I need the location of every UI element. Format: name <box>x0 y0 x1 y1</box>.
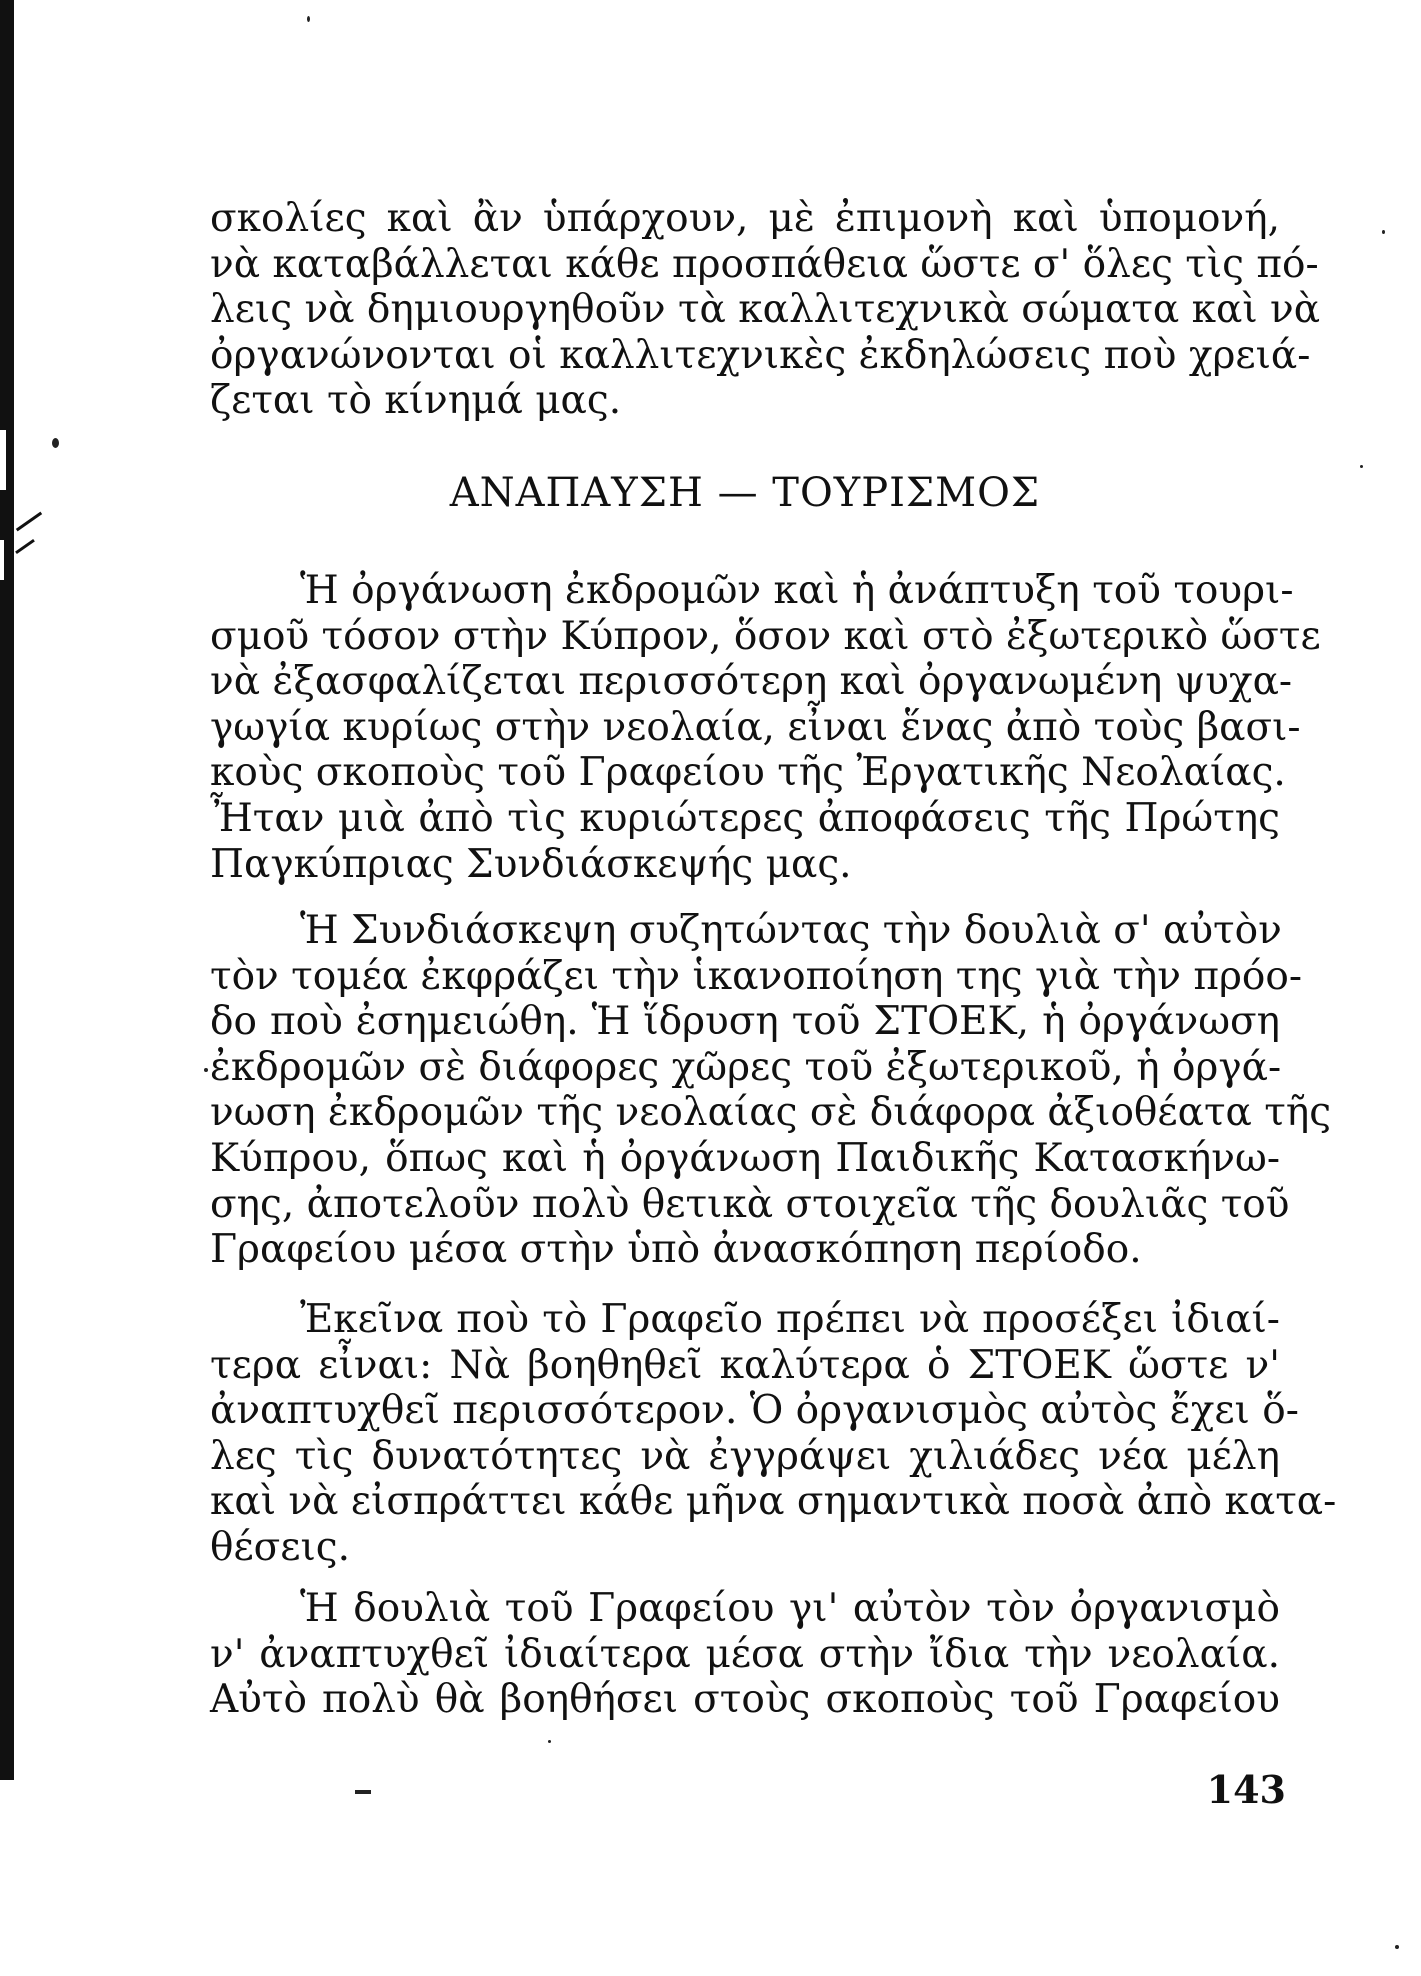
scan-mark <box>15 539 35 554</box>
text-line: Γραφείου μέσα στὴν ὑπὸ ἀνασκόπηση περίοδο. <box>210 1227 1142 1273</box>
text-line: Παγκύπριας Συνδιάσκεψής μας. <box>210 841 852 887</box>
scan-speck <box>204 1068 208 1072</box>
paragraph-2 <box>210 908 1332 1273</box>
paragraph-1 <box>210 568 1321 887</box>
page-number: 143 <box>1206 1767 1286 1812</box>
scan-mark <box>16 512 42 532</box>
text-line: θέσεις. <box>210 1524 351 1570</box>
text-line: τερα εἶναι: Νὰ βοηθηθεῖ καλύτερα ὁ ΣΤΟΕΚ ὥστε ν' <box>210 1342 1280 1388</box>
text-line: σης, ἀποτελοῦν πολὺ θετικὰ στοιχεῖα τῆς δουλιᾶς τοῦ <box>210 1181 1290 1227</box>
text-line: Ἐκεῖνα ποὺ τὸ Γραφεῖο πρέπει νὰ προσέξει ἰδιαί- <box>300 1297 1280 1342</box>
binding-shadow <box>0 0 14 1976</box>
scan-speck <box>1395 1945 1399 1949</box>
text-line: Ἦταν μιὰ ἀπὸ τὶς κυριώτερες ἀποφάσεις τῆς Πρώτης <box>210 795 1280 841</box>
text-line: κοὺς σκοποὺς τοῦ Γραφείου τῆς Ἐργατικῆς Νεολαίας. <box>210 750 1286 796</box>
text-line: νωση ἐκδρομῶν τῆς νεολαίας σὲ διάφορα ἀξιοθέατα τῆς <box>210 1090 1332 1136</box>
text-line: καὶ νὰ εἰσπράττει κάθε μῆνα σημαντικὰ ποσὰ ἀπὸ κατα- <box>210 1479 1337 1525</box>
text-line: Ἡ δουλιὰ τοῦ Γραφείου γι' αὐτὸν τὸν ὀργανισμὸ <box>300 1586 1280 1631</box>
scan-speck <box>1382 230 1385 234</box>
section-heading: ΑΝΑΠΑΥΣΗ — ΤΟΥΡΙΣΜΟΣ <box>449 470 1041 516</box>
text-line: ἐκδρομῶν σὲ διάφορες χῶρες τοῦ ἐξωτερικοῦ, ἡ ὀργά- <box>210 1044 1282 1090</box>
text-line: Ἡ Συνδιάσκεψη συζητώντας τὴν δουλιὰ σ' αὐτὸν <box>300 908 1282 953</box>
text-line: λες τὶς δυνατότητες νὰ ἐγγράψει χιλιάδες νέα μέλη <box>210 1433 1280 1479</box>
text-line: ἀναπτυχθεῖ περισσότερον. Ὁ ὀργανισμὸς αὐτὸς ἔχει ὅ- <box>210 1388 1299 1434</box>
scan-speck <box>307 16 310 22</box>
binding-gap <box>0 540 4 580</box>
text-line: νὰ ἐξασφαλίζεται περισσότερη καὶ ὀργανωμένη ψυχα- <box>210 659 1293 705</box>
text-line: σκολίες καὶ ἂν ὑπάρχουν, μὲ ἐπιμονὴ καὶ ὑπομονή, <box>210 196 1280 241</box>
text-line: δο ποὺ ἐσημειώθη. Ἡ ἵδρυση τοῦ ΣΤΟΕΚ, ἡ ὀργάνωση <box>210 999 1280 1045</box>
binding-gap <box>0 1780 14 1976</box>
text-line: ν' ἀναπτυχθεῖ ἰδιαίτερα μέσα στὴν ἴδια τὴν νεολαία. <box>210 1631 1280 1677</box>
text-line: γωγία κυρίως στὴν νεολαία, εἶναι ἕνας ἀπὸ τοὺς βασι- <box>210 704 1301 750</box>
intro-paragraph <box>210 196 1321 424</box>
text-line: ζεται τὸ κίνημά μας. <box>210 378 622 424</box>
paragraph-3 <box>210 1297 1337 1571</box>
text-line: ὀργανώνονται οἱ καλλιτεχνικὲς ἐκδηλώσεις ποὺ χρειά- <box>210 332 1311 378</box>
text-line: Ἡ ὀργάνωση ἐκδρομῶν καὶ ἡ ἀνάπτυξη τοῦ τουρι- <box>300 568 1294 613</box>
text-line: σμοῦ τόσον στὴν Κύπρον, ὅσον καὶ στὸ ἐξωτερικὸ ὥστε <box>210 613 1321 659</box>
paragraph-4 <box>210 1586 1280 1723</box>
text-line: τὸν τομέα ἐκφράζει τὴν ἱκανοποίηση της γιὰ τὴν πρόο- <box>210 953 1303 999</box>
text-line: Αὐτὸ πολὺ θὰ βοηθήσει στοὺς σκοποὺς τοῦ Γραφείου <box>210 1677 1280 1723</box>
scan-speck <box>1360 465 1363 468</box>
text-line: λεις νὰ δημιουργηθοῦν τὰ καλλιτεχνικὰ σώματα καὶ νὰ <box>210 287 1321 333</box>
scan-speck <box>548 1740 551 1743</box>
text-line: Κύπρου, ὅπως καὶ ἡ ὀργάνωση Παιδικῆς Κατασκήνω- <box>210 1135 1280 1181</box>
text-line: νὰ καταβάλλεται κάθε προσπάθεια ὥστε σ' ὅλες τὶς πό- <box>210 241 1319 287</box>
scan-mark <box>355 1790 371 1794</box>
scan-speck <box>52 438 59 448</box>
binding-gap <box>0 430 6 490</box>
